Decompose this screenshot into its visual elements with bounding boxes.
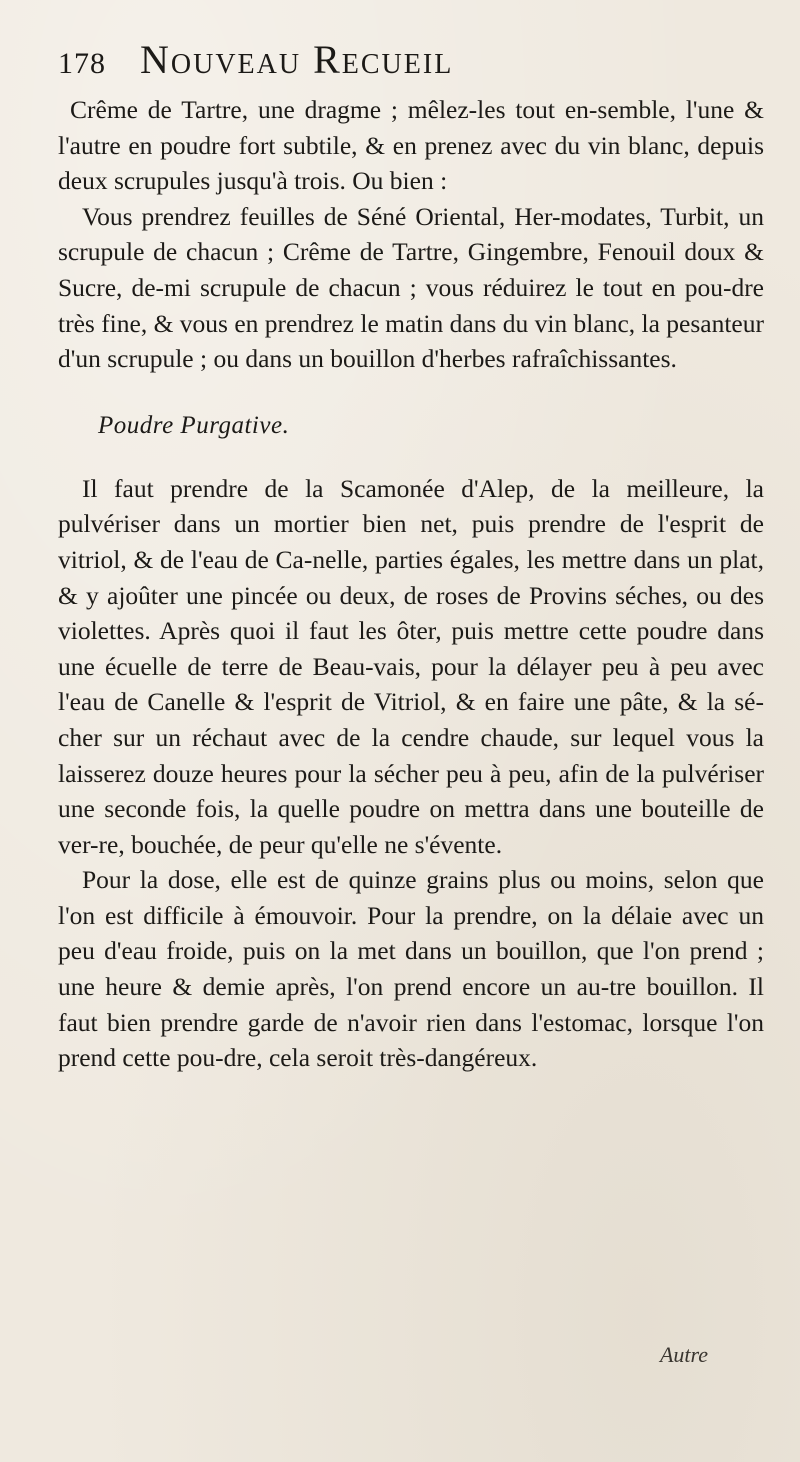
paragraph: Vous prendrez feuilles de Séné Oriental, Her-modates, Turbit, un scrupule de chacun ; Crême de Tartre, Gingembre, Fenouil doux & Sucre, de-mi scrupule de chacun ; vous réduirez le tout en pou-dre très fine, & vous en prendrez le matin dans du vin blanc, la pesanteur d'un scrupule ; ou dans un bouillon d'herbes rafraîchissantes.: [58, 201, 764, 374]
running-title: Nouveau Recueil: [140, 37, 454, 82]
paragraph: Il faut prendre de la Scamonée d'Alep, de la meilleure, la pulvériser dans un mortier bien net, puis prendre de l'esprit de vitriol, & de l'eau de Ca-nelle, parties égales, les mettre dans un plat, & y ajoûter une pincée ou deux, de roses de Provins séches, ou des violettes. Après quoi il faut les ôter, puis mettre cette poudre dans une écuelle de terre de Beau-vais, pour la délayer peu à peu avec l'eau de Canelle & l'esprit de Vitriol, & en faire une pâte, & la sé-cher sur un réchaut avec de la cendre chaude, sur lequel vous la laisserez douze heures pour la sécher peu à peu, afin de la pulvériser une seconde fois, la quelle poudre on mettra dans une bouteille de ver-re, bouchée, de peur qu'elle ne s'évente.: [58, 473, 764, 859]
page-number: 178: [58, 47, 106, 80]
running-head: [58, 37, 764, 84]
catchword: Autre: [659, 1342, 708, 1367]
body-text: [58, 92, 764, 1076]
section-title: Poudre Purgative.: [98, 411, 290, 439]
paragraph: Pour la dose, elle est de quinze grains plus ou moins, selon que l'on est difficile à émouvoir. Pour la prendre, on la délaie avec un peu d'eau froide, puis on la met dans un bouillon, que l'on prend ; une heure & demie après, l'on prend encore un au-tre bouillon. Il faut bien prendre garde de n'avoir rien dans l'estomac, lorsque l'on prend cette pou-dre, cela seroit très-dangéreux.: [58, 865, 764, 1073]
paragraph: Crême de Tartre, une dragme ; mêlez-les tout en-semble, l'une & l'autre en poudre fort subtile, & en prenez avec du vin blanc, depuis deux scrupules jusqu'à trois. Ou bien :: [58, 95, 764, 196]
